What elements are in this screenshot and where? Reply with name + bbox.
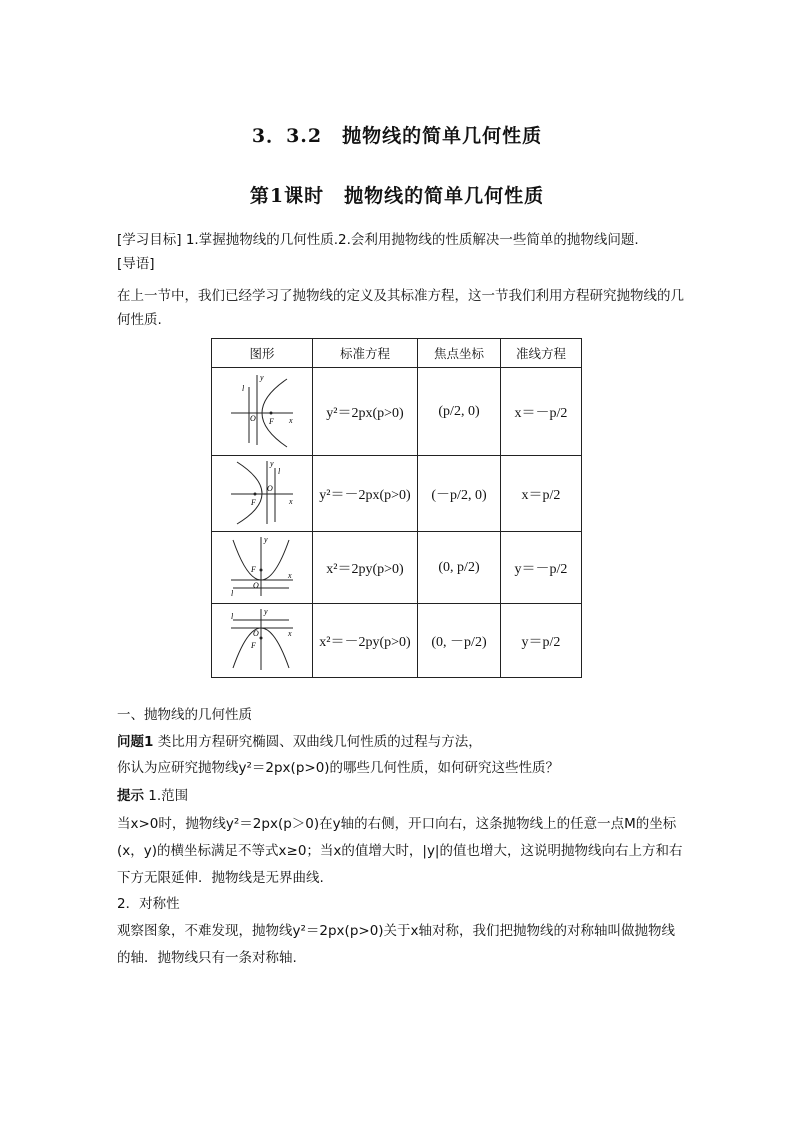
equation-cell: y²＝2px(p>0)	[313, 368, 418, 456]
graph-up-cell	[212, 532, 313, 604]
origin-label: O	[253, 581, 259, 590]
directrix-label: l	[231, 612, 234, 621]
equation-cell: x²＝－2py(p>0)	[313, 604, 418, 678]
directrix-cell: x＝p/2	[501, 456, 582, 532]
section-heading: 一、抛物线的几何性质	[117, 707, 252, 723]
page-title: 3．3.2 抛物线的简单几何性质	[251, 125, 543, 147]
y-axis-label: y	[270, 459, 274, 468]
directrix-cell: y＝－p/2	[501, 532, 582, 604]
learning-goals	[117, 228, 687, 252]
focus-cell: (－p/2, 0)	[418, 456, 501, 532]
directrix-cell: x＝－p/2	[501, 368, 582, 456]
table-row	[212, 368, 582, 456]
directrix-label: l	[242, 384, 245, 393]
focus-label: F	[251, 565, 256, 574]
header-directrix: 准线方程	[501, 339, 582, 368]
lesson-title: 第1课时 抛物线的简单几何性质	[249, 185, 545, 207]
guide-label: [导语]	[117, 256, 155, 272]
y-axis-label: y	[260, 373, 264, 382]
goal-label: [学习目标]	[117, 232, 182, 248]
directrix-cell: y＝p/2	[501, 604, 582, 678]
focus-label: F	[269, 417, 274, 426]
focus-cell: (0, p/2)	[418, 532, 501, 604]
equation-cell: x²＝2py(p>0)	[313, 532, 418, 604]
range-paragraph: 当x>0时，抛物线y²＝2px(p＞0)在y轴的右侧，开口向右，这条抛物线上的任意一点M的坐标(x，y)的横坐标满足不等式x≥0；当x的值增大时，|y|的值也增大，这说明抛物线向右上方和右下方无限延伸．抛物线是无界曲线.	[117, 816, 683, 886]
focus-cell: (0, －p/2)	[418, 604, 501, 678]
header-focus: 焦点坐标	[418, 339, 501, 368]
header-figure: 图形	[212, 339, 313, 368]
hint-title: 1.范围	[148, 788, 189, 804]
graph-right-cell	[212, 368, 313, 456]
question-line-1	[117, 730, 687, 754]
graph-left-cell	[212, 456, 313, 532]
x-axis-label: x	[288, 629, 292, 638]
properties-table	[211, 338, 582, 678]
symmetry-title: 2．对称性	[117, 896, 180, 912]
parabola-left-graph	[227, 458, 297, 526]
goal-text: 1.掌握抛物线的几何性质.2.会利用抛物线的性质解决一些简单的抛物线问题.	[185, 232, 639, 248]
x-axis-label: x	[288, 571, 292, 580]
guide-text: 在上一节中，我们已经学习了抛物线的定义及其标准方程，这一节我们利用方程研究抛物线的几何性质.	[117, 288, 684, 328]
origin-label: O	[267, 484, 273, 493]
origin-label: O	[250, 414, 256, 423]
question-label: 问题1	[117, 734, 154, 750]
y-axis-label: y	[264, 535, 268, 544]
table-row	[212, 456, 582, 532]
focus-label: F	[251, 498, 256, 507]
hint-line	[117, 784, 687, 808]
parabola-right-graph	[227, 371, 297, 449]
x-axis-label: x	[289, 497, 293, 506]
parabola-up-graph	[227, 534, 297, 598]
origin-label: O	[253, 629, 259, 638]
question-text-2: 你认为应研究抛物线y²＝2px(p>0)的哪些几何性质，如何研究这些性质？	[117, 760, 560, 776]
x-axis-label: x	[289, 416, 293, 425]
equation-cell: y²＝－2px(p>0)	[313, 456, 418, 532]
symmetry-paragraph: 观察图象，不难发现，抛物线y²＝2px(p>0)关于x轴对称，我们把抛物线的对称轴叫做抛物线的轴．抛物线只有一条对称轴.	[117, 923, 676, 966]
header-equation: 标准方程	[313, 339, 418, 368]
table-row	[212, 604, 582, 678]
hint-label: 提示	[117, 788, 144, 804]
question-text-1: 类比用方程研究椭圆、双曲线几何性质的过程与方法，	[157, 734, 482, 750]
directrix-label: l	[278, 467, 281, 476]
focus-cell: (p/2, 0)	[418, 368, 501, 456]
parabola-down-graph	[227, 606, 297, 672]
graph-down-cell	[212, 604, 313, 678]
y-axis-label: y	[264, 607, 268, 616]
table-row	[212, 532, 582, 604]
directrix-label: l	[231, 589, 234, 598]
table-header-row	[212, 339, 582, 368]
focus-label: F	[251, 641, 256, 650]
